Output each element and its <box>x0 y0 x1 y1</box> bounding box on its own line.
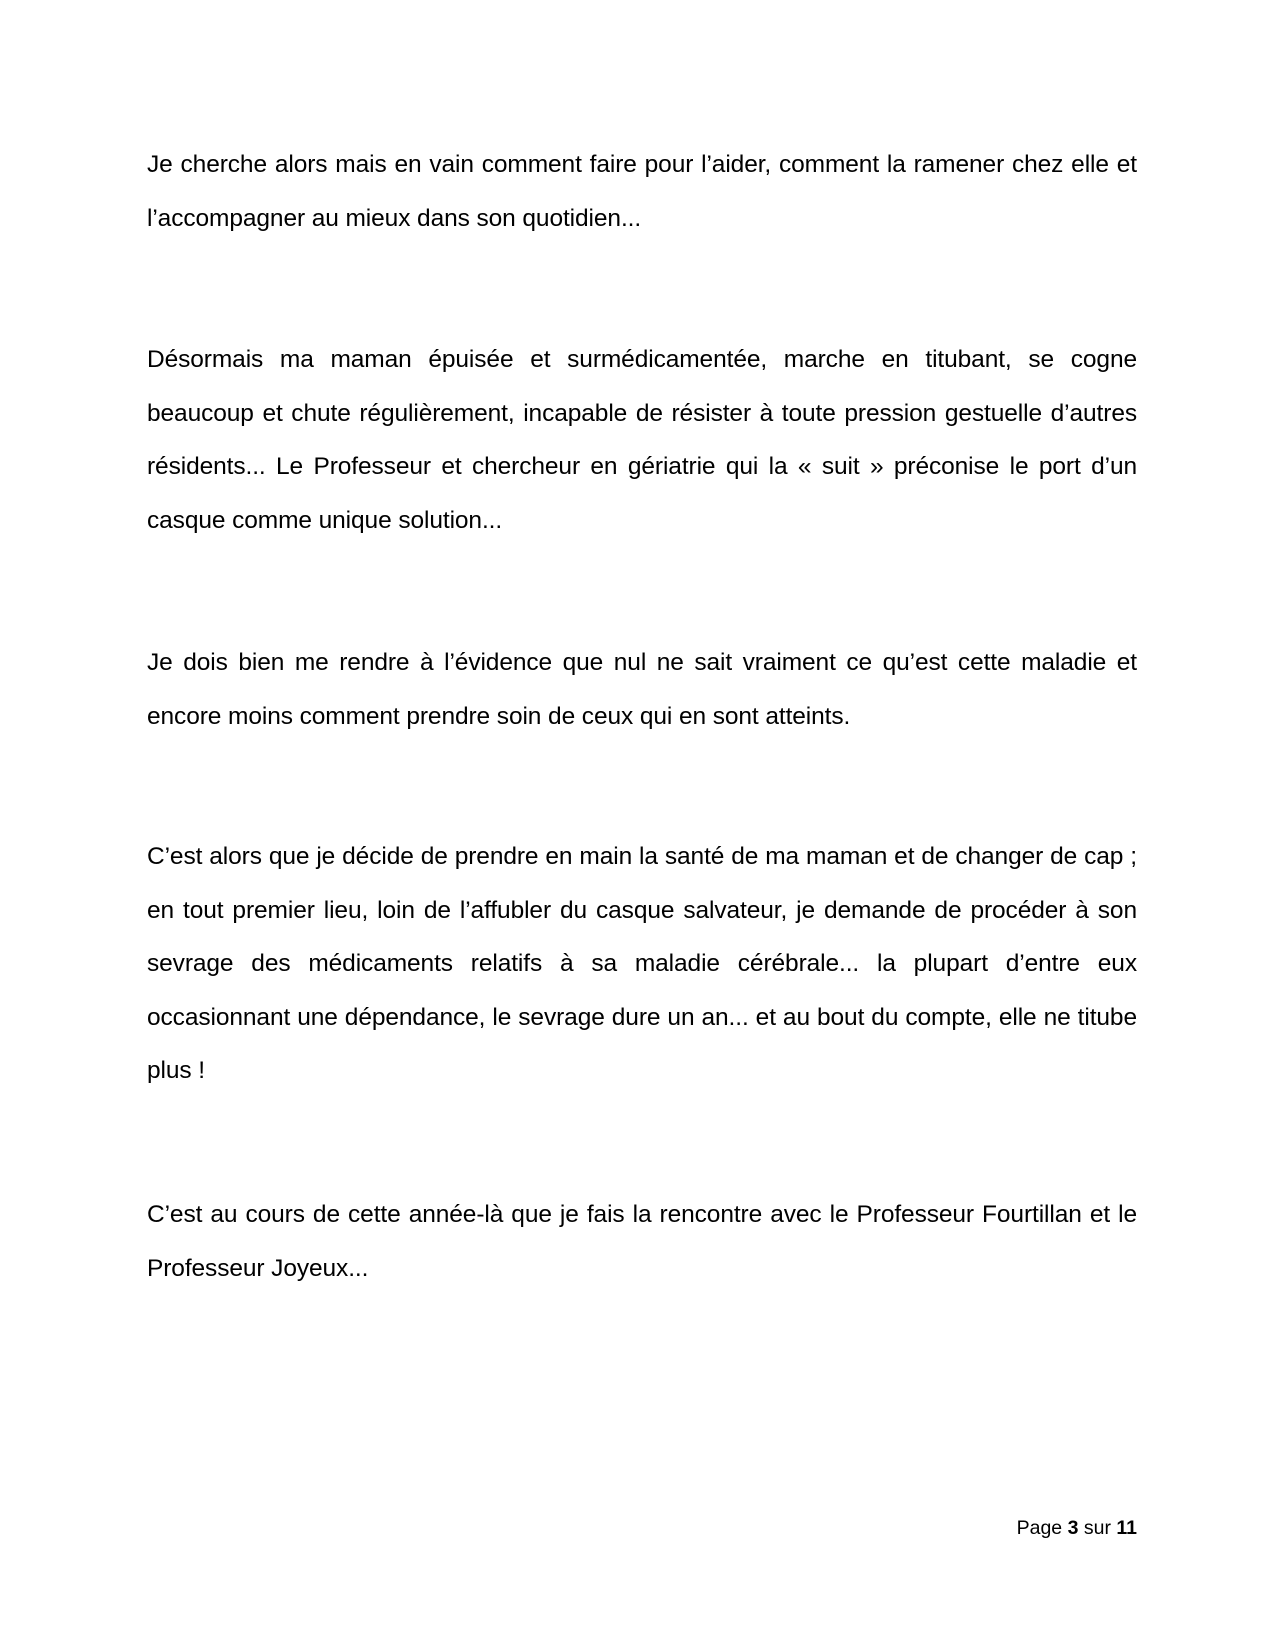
page-number-footer <box>1017 1516 1137 1540</box>
paragraph-4: C’est alors que je décide de prendre en main la santé de ma maman et de changer de cap ; en tout premier lieu, loin de l’affubler du casque salvateur, je demande de procéder à son sevrage des médicaments relatifs à sa maladie cérébrale... la plupart d’entre eux occasionnant une dépendance, le sevrage dure un an... et au bout du compte, elle ne titube plus ! <box>147 843 1137 1084</box>
paragraph-5: C’est au cours de cette année-là que je fais la rencontre avec le Professeur Fourtillan et le Professeur Joyeux... <box>147 1201 1137 1282</box>
paragraph-3: Je dois bien me rendre à l’évidence que nul ne sait vraiment ce qu’est cette maladie et encore moins comment prendre soin de ceux qui en sont atteints. <box>147 649 1137 730</box>
total-pages-number: 11 <box>1116 1517 1137 1539</box>
paragraph-2: Désormais ma maman épuisée et surmédicamentée, marche en titubant, se cogne beaucoup et chute régulièrement, incapable de résister à toute pression gestuelle d’autres résidents... Le Professeur et chercheur en gériatrie qui la « suit » préconise le port d’un casque comme unique solution... <box>147 346 1137 534</box>
page-word: Page <box>1016 1517 1063 1539</box>
paragraph-1: Je cherche alors mais en vain comment faire pour l’aider, comment la ramener chez elle et l’accompagner au mieux dans son quotidien... <box>147 151 1137 232</box>
current-page-number: 3 <box>1067 1517 1079 1539</box>
of-word: sur <box>1083 1517 1111 1539</box>
